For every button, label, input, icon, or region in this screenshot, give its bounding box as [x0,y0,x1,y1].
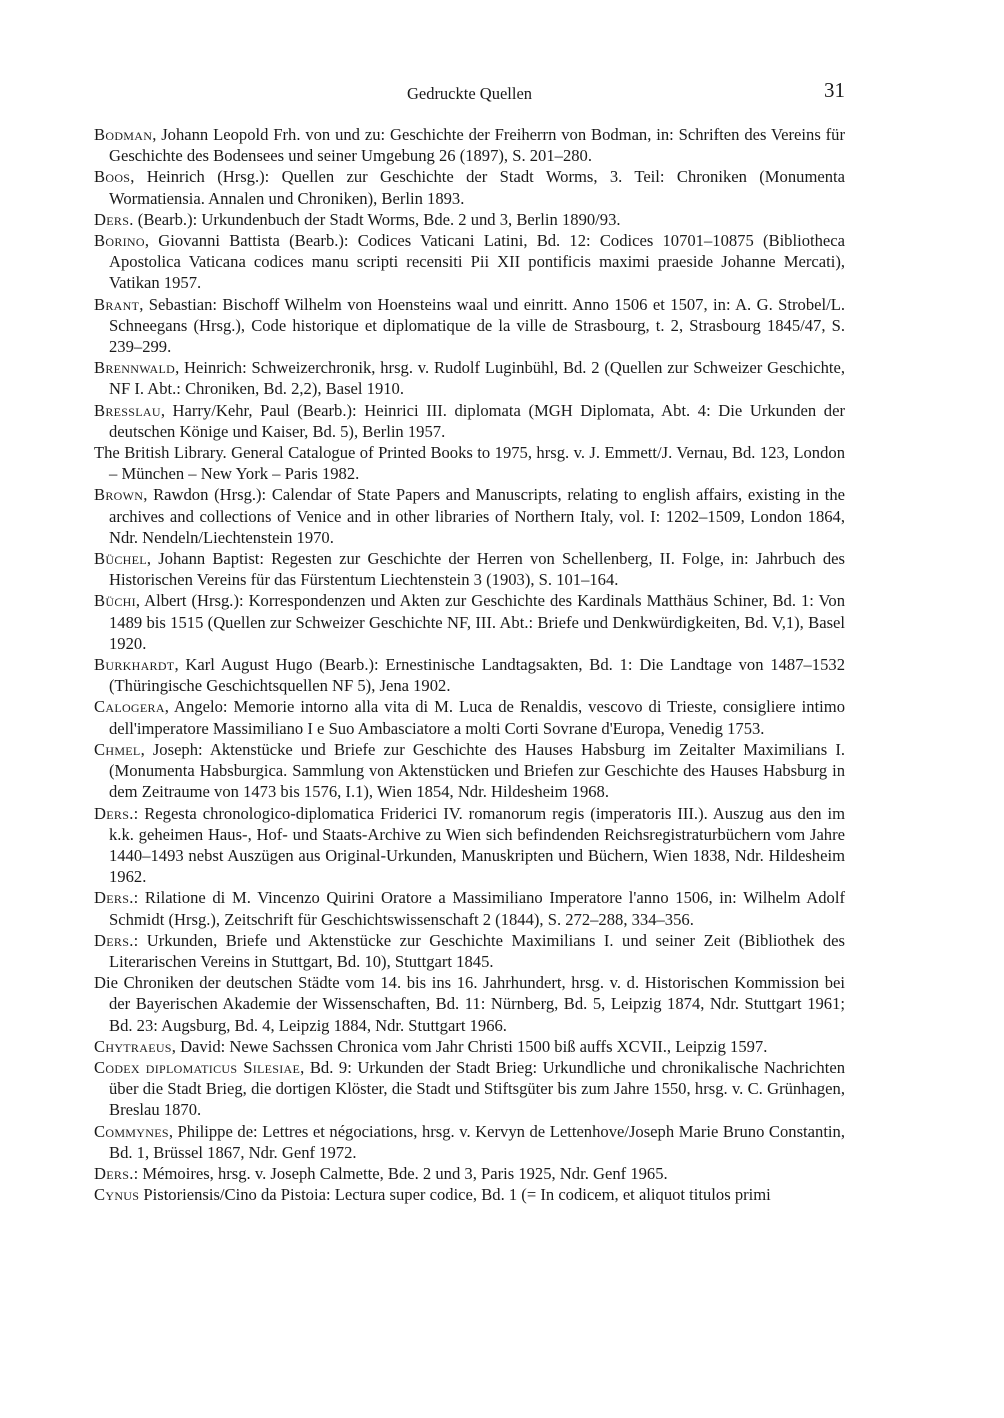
entry-author: Burkhardt [94,655,175,675]
entry-text: Die Chroniken der deutschen Städte vom 14. bis ins 16. Jahrhundert, hrsg. v. d. Historischen Kommission bei der Bayerischen Akademie der Wissenschaften, Bd. 11: Nürnberg, Bd. 5, Leipzig 1874, Ndr. Stuttgart 1961; Bd. 23: Augsburg, Bd. 4, Leipzig 1884, Ndr. Stuttgart 1966. [94,973,845,1035]
bibliography-entry [94,696,845,738]
bibliography-entry [94,803,845,888]
entry-author: Boos [94,167,131,187]
entry-author: Chytraeus [94,1036,172,1056]
bibliography-entry [94,357,845,399]
entry-text: , Heinrich: Schweizerchronik, hrsg. v. Rudolf Luginbühl, Bd. 2 (Quellen zur Schweizer Geschichte, NF I. Abt.: Chroniken, Bd. 2,2), Basel 1910. [109,358,845,399]
bibliography-entry [94,739,845,803]
entry-author: Büchi [94,591,136,611]
entry-text: : Urkunden, Briefe und Aktenstücke zur Geschichte Maximilians I. und seiner Zeit (Bibliothek des Literarischen Vereins in Stuttgart, Bd. 10), Stuttgart 1845. [109,930,845,971]
entry-text: , Johann Leopold Frh. von und zu: Geschichte der Freiherrn von Bodman, in: Schriften des Vereins für Geschichte des Bodensees und seiner Umgebung 26 (1897), S. 201–280. [109,125,845,166]
bibliography-entry [94,230,845,294]
bibliography-entry [94,124,845,166]
entry-text: , Bd. 9: Urkunden der Stadt Brieg: Urkundliche und chronikalische Nachrichten über die Stadt Brieg, die dortigen Klöster, die Stadt und Stiftsgüter bis zum Jahre 1550, hrsg. v. C. Grünhagen, Breslau 1870. [109,1057,845,1120]
entry-author: Ders. [94,209,134,229]
running-title: Gedruckte Quellen [406,84,533,103]
bibliography-list [94,124,845,1205]
page-number: 31 [824,78,845,102]
entry-author: Büchel [94,549,147,569]
running-header [94,78,845,108]
bibliography-entry [94,972,845,1036]
entry-text: , Sebastian: Bischoff Wilhelm von Hoensteins waal und einritt. Anno 1506 et 1507, in: A. G. Strobel/L. Schneegans (Hrsg.), Code historique et diplomatique de la ville de Strasbourg, t. 2, Strasbourg 1845/47, S. 239–299. [109,294,845,357]
entry-text: , Angelo: Memorie intorno alla vita di M. Luca de Renaldis, vescovo di Trieste, consigliere intimo dell'imperatore Massimiliano I e Suo Ambasciatore a molti Corti Sovrane d'Europa, Venedig 1753. [109,697,845,738]
entry-author: Ders. [94,930,134,950]
entry-author: Chmel [94,739,141,759]
entry-author: Calogera [94,697,165,717]
entry-text: , Rawdon (Hrsg.): Calendar of State Papers and Manuscripts, relating to english affairs, existing in the archives and collections of Venice and in other libraries of Northern Italy, vol. I: 1202–1509, London 1864, Ndr. Nendeln/Liechtenstein 1970. [109,485,845,547]
entry-text: , Karl August Hugo (Bearb.): Ernestinische Landtagsakten, Bd. 1: Die Landtage von 1487–1532 (Thüringische Geschichtsquellen NF 5), Jena 1902. [109,655,845,696]
bibliography-entry [94,1184,845,1205]
document-page [94,78,845,1205]
entry-author: Ders. [94,888,134,908]
bibliography-entry [94,400,845,442]
bibliography-entry [94,442,845,484]
entry-text: , Philippe de: Lettres et négociations, hrsg. v. Kervyn de Lettenhove/Joseph Marie Bruno Constantin, Bd. 1, Brüssel 1867, Ndr. Genf 1972. [109,1121,845,1162]
entry-author: Ders. [94,803,134,823]
entry-text: , Johann Baptist: Regesten zur Geschichte der Herren von Schellenberg, II. Folge, in: Jahrbuch des Historischen Vereins für das Fürstentum Liechtenstein 3 (1903), S. 101–164. [109,549,845,590]
bibliography-entry [94,590,845,654]
bibliography-entry [94,1163,845,1184]
bibliography-entry [94,548,845,590]
bibliography-entry [94,1036,845,1057]
entry-text: (Bearb.): Urkundenbuch der Stadt Worms, Bde. 2 und 3, Berlin 1890/93. [133,209,621,229]
entry-text: , Albert (Hrsg.): Korrespondenzen und Akten zur Geschichte des Kardinals Matthäus Schiner, Bd. 1: Von 1489 bis 1515 (Quellen zur Schweizer Geschichte NF, III. Abt.: Briefe und Denkwürdigkeiten, Bd. V,1), Basel 1920. [109,591,845,653]
entry-text: : Rilatione di M. Vincenzo Quirini Oratore a Massimiliano Imperatore l'anno 1506, in: Wilhelm Adolf Schmidt (Hrsg.), Zeitschrift für Geschichtswissenschaft 2 (1844), S. 272–288, 334–356. [109,888,845,929]
entry-text: , David: Newe Sachssen Chronica vom Jahr Christi 1500 biß auffs XCVII., Leipzig 1597. [171,1036,768,1056]
bibliography-entry [94,930,845,972]
entry-author: Brown [94,485,144,505]
bibliography-entry [94,654,845,696]
entry-author: Bresslau [94,400,161,420]
entry-text: : Regesta chronologico-diplomatica Friderici IV. romanorum regis (imperatoris III.). Auszug aus den im k.k. geheimen Haus-, Hof- und Staats-Archive zu Wien sich befindenden Reichsregistraturbüchern vom Jahre 1440–1493 nebst Auszügen aus Original-Urkunden, Manuskripten und Büchern, Wien 1838, Ndr. Hildesheim 1962. [109,803,845,887]
entry-author: Commynes [94,1121,169,1141]
bibliography-entry [94,166,845,208]
entry-text: , Giovanni Battista (Bearb.): Codices Vaticani Latini, Bd. 12: Codices 10701–10875 (Bibliotheca Apostolica Vaticana codices manu scripti recensiti Pii XII pontificis maximi praeside Johanne Mercati), Vatikan 1957. [109,231,845,293]
bibliography-entry [94,1121,845,1163]
entry-author: Cynus [94,1185,140,1205]
entry-author: Codex diplomaticus Silesiae [94,1057,301,1077]
entry-text: , Heinrich (Hrsg.): Quellen zur Geschichte der Stadt Worms, 3. Teil: Chroniken (Monumenta Wormatiensia. Annalen und Chroniken), Berlin 1893. [109,167,845,208]
entry-text: , Joseph: Aktenstücke und Briefe zur Geschichte des Hauses Habsburg im Zeitalter Maximilians I. (Monumenta Habsburgica. Sammlung von Aktenstücken und Briefen zur Geschichte des Hauses Habsburg in dem Zeitraume von 1473 bis 1576, I.1), Wien 1854, Ndr. Hildesheim 1968. [109,739,845,802]
bibliography-entry [94,1057,845,1121]
entry-author: Brant [94,294,140,314]
bibliography-entry [94,887,845,929]
entry-author: Borino [94,231,145,251]
entry-author: Ders. [94,1163,134,1183]
bibliography-entry [94,484,845,548]
bibliography-entry [94,209,845,230]
bibliography-entry [94,294,845,358]
entry-text: The British Library. General Catalogue of Printed Books to 1975, hrsg. v. J. Emmett/J. Vernau, Bd. 123, London – München – New York – Paris 1982. [94,443,845,484]
entry-text: Pistoriensis/Cino da Pistoia: Lectura super codice, Bd. 1 (= In codicem, et aliquot titulos primi [139,1185,771,1205]
entry-author: Brennwald [94,358,176,378]
entry-text: , Harry/Kehr, Paul (Bearb.): Heinrici III. diplomata (MGH Diplomata, Abt. 4: Die Urkunden der deutschen Könige und Kaiser, Bd. 5), Berlin 1957. [109,400,845,441]
entry-author: Bodman [94,125,153,144]
entry-text: : Mémoires, hrsg. v. Joseph Calmette, Bde. 2 und 3, Paris 1925, Ndr. Genf 1965. [133,1163,668,1183]
